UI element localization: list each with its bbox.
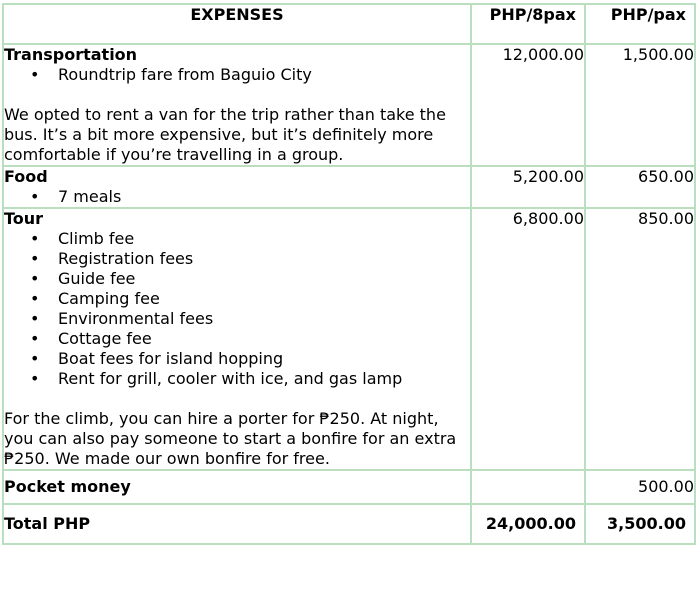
table-row-tour — [2, 209, 696, 471]
list-item: • Environmental fees — [28, 309, 470, 329]
list-item: • Cottage fee — [28, 329, 470, 349]
pocket-money-group-cost — [472, 471, 586, 505]
pocket-money-title: Pocket money — [4, 477, 131, 496]
food-group-cost: 5,200.00 — [472, 167, 586, 209]
tour-note: For the climb, you can hire a porter for ₱250. At night, you can also pay someone to start a bonfire for an extra ₱250. We made our own bonfire for free. — [4, 409, 457, 468]
table-row-food — [2, 167, 696, 209]
table-row-pocket-money — [2, 471, 696, 505]
header-php-8pax: PHP/8pax — [472, 3, 586, 45]
total-per-pax-cost: 3,500.00 — [586, 505, 696, 545]
transportation-title: Transportation — [4, 45, 138, 64]
table-row-total — [2, 505, 696, 545]
tour-group-cost: 6,800.00 — [472, 209, 586, 471]
tour-items — [4, 229, 470, 389]
transportation-per-pax-cost: 1,500.00 — [586, 45, 696, 167]
pocket-money-per-pax-cost: 500.00 — [586, 471, 696, 505]
food-title: Food — [4, 167, 48, 186]
transportation-group-cost: 12,000.00 — [472, 45, 586, 167]
food-per-pax-cost: 650.00 — [586, 167, 696, 209]
header-expenses: EXPENSES — [2, 3, 472, 45]
list-item: • Guide fee — [28, 269, 470, 289]
food-items — [4, 187, 470, 207]
expenses-table-container — [2, 3, 696, 545]
list-item: • Camping fee — [28, 289, 470, 309]
total-label: Total PHP — [2, 505, 472, 545]
list-item: • Climb fee — [28, 229, 470, 249]
header-php-pax: PHP/pax — [586, 3, 696, 45]
header-row — [2, 3, 696, 45]
list-item: • Boat fees for island hopping — [28, 349, 470, 369]
total-group-cost: 24,000.00 — [472, 505, 586, 545]
list-item: • Registration fees — [28, 249, 470, 269]
tour-cell — [2, 209, 472, 471]
tour-title: Tour — [4, 209, 44, 228]
transportation-note: We opted to rent a van for the trip rather than take the bus. It’s a bit more expensive, but it’s definitely more comfortable if you’re travelling in a group. — [4, 105, 446, 164]
list-item: • 7 meals — [28, 187, 470, 207]
food-cell — [2, 167, 472, 209]
tour-per-pax-cost: 850.00 — [586, 209, 696, 471]
list-item: • Rent for grill, cooler with ice, and gas lamp — [28, 369, 470, 389]
pocket-money-cell — [2, 471, 472, 505]
transportation-items — [4, 65, 470, 85]
table-row-transportation — [2, 45, 696, 167]
transportation-cell — [2, 45, 472, 167]
list-item: • Roundtrip fare from Baguio City — [28, 65, 470, 85]
expenses-table — [2, 3, 696, 545]
